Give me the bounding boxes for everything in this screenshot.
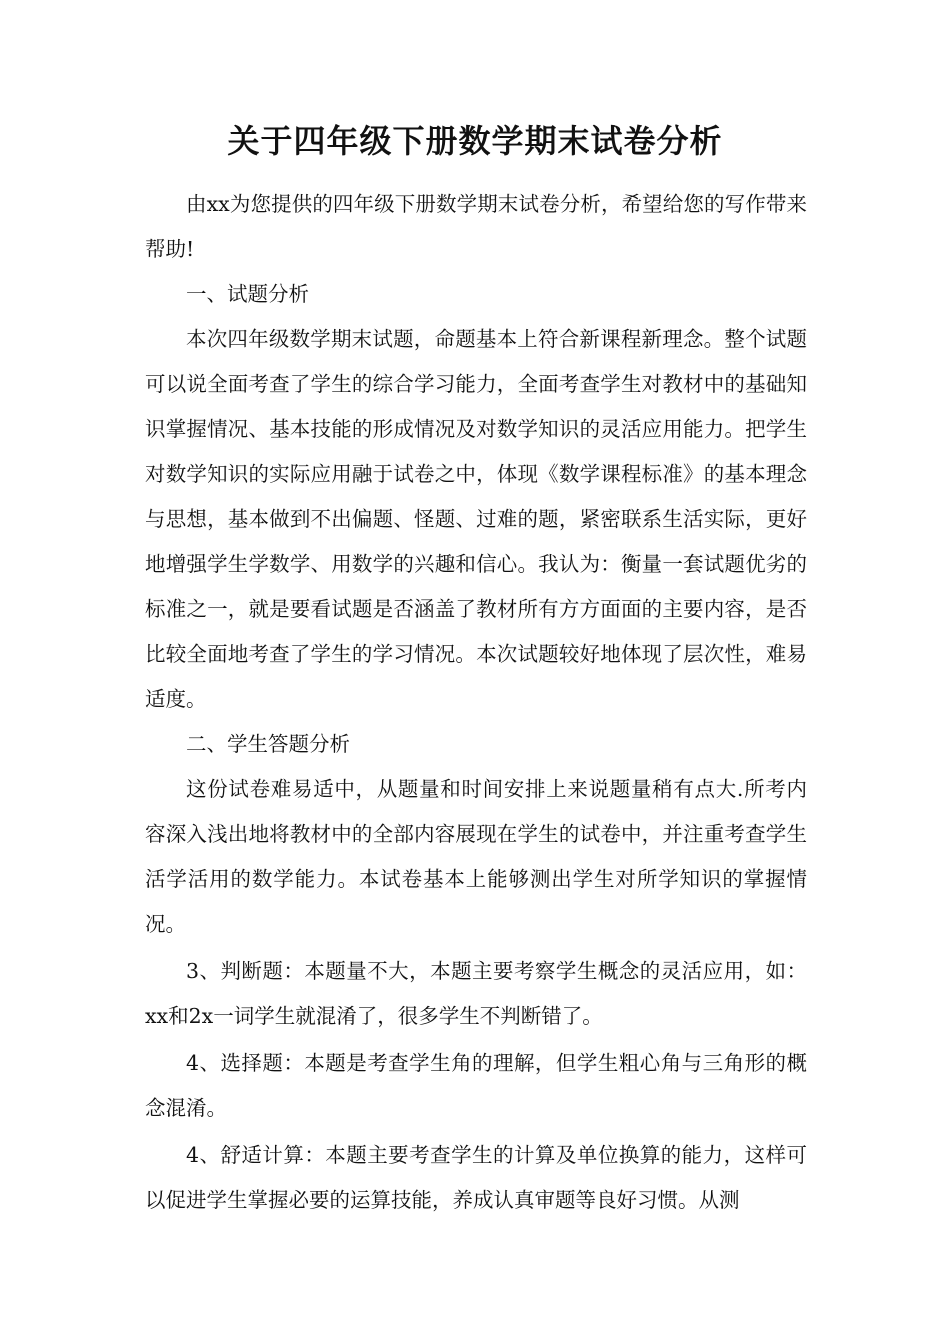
calculation-paragraph: 4、舒适计算：本题主要考查学生的计算及单位换算的能力，这样可以促进学生掌握必要的运算技能，养成认真审题等良好习惯。从测 xyxy=(145,1143,807,1212)
true-false-paragraph: 3、判断题：本题量不大，本题主要考察学生概念的灵活应用，如：xx和2x一词学生就混淆了，很多学生不判断错了。 xyxy=(145,959,807,1028)
section-heading-question-analysis: 一、试题分析 xyxy=(186,282,309,306)
question-analysis-paragraph: 本次四年级数学期末试题，命题基本上符合新课程新理念。整个试题可以说全面考查了学生的综合学习能力，全面考查学生对教材中的基础知识掌握情况、基本技能的形成情况及对数学知识的灵活应用能力。把学生对数学知识的实际应用融于试卷之中，体现《数学课程标准》的基本理念与思想，基本做到不出偏题、怪题、过难的题，紧密联系生活实际，更好地增强学生学数学、用数学的兴趣和信心。我认为：衡量一套试题优劣的标准之一，就是要看试题是否涵盖了教材所有方方面面的主要内容，是否比较全面地考查了学生的学习情况。本次试题较好地体现了层次性，难易适度。 xyxy=(145,327,807,711)
document-title: 关于四年级下册数学期末试卷分析 xyxy=(227,122,723,160)
multiple-choice-paragraph: 4、选择题：本题是考查学生角的理解，但学生粗心角与三角形的概念混淆。 xyxy=(145,1051,807,1120)
intro-paragraph: 由xx为您提供的四年级下册数学期末试卷分析，希望给您的写作带来帮助! xyxy=(145,192,807,261)
section-heading-answer-analysis: 二、学生答题分析 xyxy=(186,732,350,756)
answer-analysis-paragraph: 这份试卷难易适中，从题量和时间安排上来说题量稍有点大.所考内容深入浅出地将教材中的全部内容展现在学生的试卷中，并注重考查学生活学活用的数学能力。本试卷基本上能够测出学生对所学知识的掌握情况。 xyxy=(145,777,807,936)
document-body xyxy=(145,182,807,1223)
